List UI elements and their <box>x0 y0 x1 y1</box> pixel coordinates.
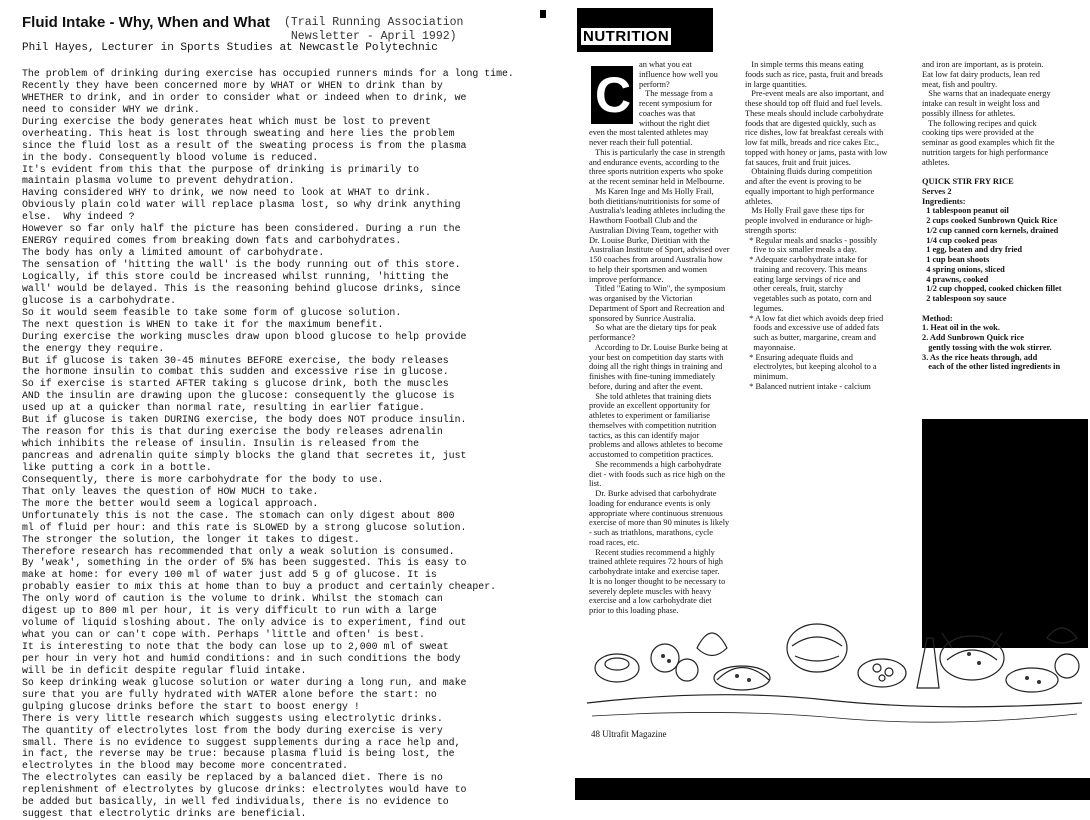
text-line: fat sauces, fruit and fruit juices. <box>745 157 851 167</box>
text-line: 1 tablespoon peanut oil <box>922 206 1009 216</box>
text-line: your best on competition day starts with <box>589 352 724 362</box>
text-line: * Ensuring adequate fluids and <box>745 352 853 362</box>
text-line: and after the event is proving to be <box>745 177 862 186</box>
text-line: Department of Sport and Recreation and <box>589 303 725 313</box>
text-line: - such as triathlons, marathons, cycle <box>589 528 713 537</box>
text-line: The body has only a limited amount of carbohydrate. <box>22 247 325 259</box>
text-line: themselves with competition nutrition <box>589 420 717 430</box>
text-line: ml of fluid per hour: and this rate is SLOWED by a strong glucose solution. <box>22 521 467 533</box>
text-line: 4 prawns, cooked <box>922 274 989 284</box>
article-title: Fluid Intake - Why, When and What <box>22 14 271 31</box>
text-line: digest up to 800 ml per hour, it is very difficult to run with a large <box>22 605 437 617</box>
text-line: tactics, as this can identify major <box>589 430 700 440</box>
text-line: 1/2 cup canned corn kernels, drained <box>922 225 1059 235</box>
text-line: equally important to high performance <box>745 186 875 196</box>
bottom-bar <box>575 778 1090 800</box>
text-line: diet - with foods such as rice high on the <box>589 469 726 479</box>
text-line: The quantity of electrolytes lost from the body during exercise is very <box>22 724 443 736</box>
text-line: Ms Karen Inge and Ms Holly Frail, <box>589 186 714 196</box>
text-line: sponsored by Sunrice Australia. <box>589 313 696 323</box>
drop-cap <box>591 66 633 124</box>
text-line: But if glucose is taken 30-45 minutes BEFORE exercise, the body releases <box>22 354 449 366</box>
text-line: athletes to experiment or familiarise <box>589 411 710 420</box>
text-line: overheating. This heat is lost through sweating and here lies the problem <box>22 127 455 139</box>
text-line: probably easier to mix this at home than to buy a product and certainly cheaper. <box>22 581 497 593</box>
text-line: was organised by the Victorian <box>589 294 693 303</box>
text-line: Australian Diving Team, together with <box>589 225 719 235</box>
text-line: five to six smaller meals a day. <box>745 245 857 255</box>
text-line: in the body. Consequently blood volume is reduced. <box>22 151 319 163</box>
text-line: The following recipes and quick <box>922 118 1037 128</box>
text-line: * Balanced nutrient intake - calcium <box>745 381 871 391</box>
text-line: make at home: for every 100 ml of water just add 5 g of glucose. It is <box>22 569 437 581</box>
source-line-2: Newsletter - April 1992) <box>284 30 457 43</box>
text-line: minimum. <box>745 372 789 381</box>
text-line: Ms Holly Frail gave these tips for <box>745 206 865 216</box>
text-line: gently tossing with the wok stirrer. <box>922 342 1052 352</box>
text-line: There is very little research which suggests using electrolytic drinks. <box>22 712 443 724</box>
text-line: Obtaining fluids during competition <box>745 167 873 177</box>
text-line: 1 cup bean shoots <box>922 255 990 264</box>
text-line: So if exercise is started AFTER taking s glucose drink, both the muscles <box>22 378 449 390</box>
text-line: According to Dr. Louise Burke being at <box>589 342 728 352</box>
text-line: QUICK STIR FRY RICE <box>922 177 1014 186</box>
text-line: foods and excessive use of added fats <box>745 323 879 333</box>
text-line: such as butter, margarine, cream and <box>745 333 876 342</box>
text-line: By 'weak', something in the order of 5% has been suggested. This is easy to <box>22 557 467 569</box>
text-line: problems and allows athletes to become <box>589 440 723 450</box>
text-line: Dr. Burke advised that carbohydrate <box>589 489 717 498</box>
text-line: Ingredients: <box>922 196 966 206</box>
text-line: But if glucose is taken DURING exercise, the body does NOT produce insulin. <box>22 414 467 426</box>
column-1 <box>589 60 736 616</box>
text-line: loading for endurance events is only <box>589 498 711 508</box>
text-line: list. <box>589 479 602 489</box>
text-line: WHETHER to drink, and in order to consider what or indeed when to drink, we <box>22 91 467 103</box>
scan-mark <box>540 10 546 18</box>
text-line: performance? <box>589 333 636 342</box>
text-line: what you can or can't cope with. Perhaps 'little and often' is best. <box>22 629 425 641</box>
text-line: During exercise the body generates heat which must be lost to prevent <box>22 115 431 127</box>
text-line: in large quantities. <box>745 79 807 89</box>
text-line: road races, etc. <box>589 537 640 547</box>
text-line: will be in deficit despite regular fluid intake. <box>22 664 307 676</box>
text-line: AND the insulin are drawing upon the glucose: consequently the glucose is <box>22 390 455 402</box>
text-line <box>922 167 1090 177</box>
text-line: nutrition targets for high performance <box>922 147 1049 157</box>
text-line: possibly illness for athletes. <box>922 108 1016 118</box>
text-line: provide an excellent opportunity for <box>589 401 710 411</box>
text-line: replenishment of electrolytes by glucose drinks: electrolytes would have to <box>22 784 467 796</box>
text-line: 1/4 cup cooked peas <box>922 235 998 245</box>
text-line: suggest that electrolytic drinks are beneficial. <box>22 808 307 820</box>
text-line: carbohydrate intake and exercise taper. <box>589 567 720 576</box>
text-line: 150 coaches from around Australia how <box>589 255 723 264</box>
right-page <box>575 0 1090 800</box>
text-line: 2 cups cooked Sunbrown Quick Rice <box>922 216 1058 225</box>
text-line: exercise of more than 90 minutes is likely <box>589 518 730 528</box>
text-line: volume of liquid sloshing about. The only advice is to experiment, find out <box>22 617 467 629</box>
text-line: * Adequate carbohydrate intake for <box>745 255 868 264</box>
text-line: Australia's leading athletes including the <box>589 206 725 216</box>
text-line: people involved in endurance or high- <box>745 216 873 225</box>
text-line: This is particularly the case in strength <box>589 147 725 157</box>
text-line: even the most talented athletes may <box>589 128 709 138</box>
text-line: That only leaves the question of HOW MUCH to take. <box>22 485 319 497</box>
food-illustration <box>577 608 1088 728</box>
text-line: without the right diet <box>639 118 710 128</box>
text-line: She told athletes that training diets <box>589 391 712 401</box>
text-line: and endurance events, according to the <box>589 157 720 167</box>
text-line: cooking tips were provided at the <box>922 128 1034 138</box>
text-line: Hawthorn Football Club and the <box>589 216 698 225</box>
text-line: Eat low fat dairy products, lean red <box>922 69 1040 79</box>
text-line: wall' would be delayed. This is the reasoning behind glucose drinks, since <box>22 282 461 294</box>
text-line: 1 egg, beaten and dry fried <box>922 245 1023 255</box>
text-line: small. There is no evidence to suggest supplements during a race help and, <box>22 736 461 748</box>
text-line: The problem of drinking during exercise has occupied runners minds for a long time. <box>22 68 514 79</box>
text-line: appropriate where continuous strenuous <box>589 508 723 518</box>
drop-cap-letter: C <box>594 67 632 123</box>
text-line: since the fluid lost as a result of the sweating process is from the plasma <box>22 139 467 151</box>
text-line: be added but basically, in well fed individuals, there is no evidence to <box>22 796 449 808</box>
text-line: Method: <box>922 313 953 323</box>
text-line: finishes with fine-tuning immediately <box>589 372 716 381</box>
article-body <box>22 68 537 820</box>
text-line: gulping glucose drinks before the start to boost energy ! <box>22 700 360 712</box>
text-line: the energy they require. <box>22 342 165 354</box>
text-line: athletes. <box>922 157 950 167</box>
text-line: else. Why indeed ? <box>22 211 135 223</box>
text-line: foods that are digested quickly, such as <box>745 118 876 128</box>
text-line: glucose is a carbohydrate. <box>22 294 177 306</box>
text-line: She warns that an inadequate energy <box>922 89 1051 99</box>
text-line: Pre-event meals are also important, and <box>745 89 884 99</box>
text-line <box>922 304 1090 314</box>
text-line: to help their sportsmen and women <box>589 264 707 274</box>
text-line: other cereals, fruit, starchy <box>745 284 843 294</box>
text-line: influence how well you <box>639 69 718 79</box>
text-line: at the recent seminar held in Melbourne. <box>589 177 725 186</box>
text-line: electrolytes in the blood may become more concentrated. <box>22 760 348 772</box>
text-line: The message from a <box>639 89 713 99</box>
text-line: before, during and after the event. <box>589 381 703 391</box>
text-line: Serves 2 <box>922 186 952 196</box>
text-line: the hormone insulin to combat this sudden and excessive rise in glucose. <box>22 366 449 378</box>
text-line: Consequently, there is more carbohydrate for the body to use. <box>22 473 384 485</box>
text-line: She recommends a high carbohydrate <box>589 459 722 469</box>
column-3 <box>922 60 1090 372</box>
text-line: Dr. Louise Burke, Dietitian with the <box>589 235 710 245</box>
text-line: recent symposium for <box>639 99 713 108</box>
text-line: accustomed to competition practices. <box>589 450 714 459</box>
text-line: meat, fish and poultry. <box>922 79 998 89</box>
text-line: 3. As the rice heats through, add <box>922 352 1038 362</box>
text-line: seminar as good examples which fit the <box>922 138 1055 147</box>
text-line: used up at a quicker than normal rate, resulting in earlier fatigue. <box>22 402 425 414</box>
text-line: The more the better would seem a logical approach. <box>22 497 319 509</box>
text-line: So what are the dietary tips for peak <box>589 323 717 333</box>
text-line: The stronger the solution, the longer it takes to digest. <box>22 533 360 545</box>
text-line: which inhibits the release of insulin. Insulin is released from the <box>22 438 420 450</box>
text-line: topped with honey or jams, pasta with low <box>745 147 888 157</box>
text-line: So it would seem feasible to take some form of glucose solution. <box>22 306 402 318</box>
text-line: need to consider WHY we drink. <box>22 103 200 115</box>
text-line: doing all the right things in training and <box>589 362 723 372</box>
text-line: improve performance. <box>589 274 664 284</box>
text-line: strength sports: <box>745 225 797 235</box>
text-line: prior to this loading phase. <box>589 606 679 615</box>
text-line: these should top off fluid and fuel levels. <box>745 99 883 108</box>
text-line: It is no longer thought to be necessary to <box>589 576 726 586</box>
text-line: sure that you are fully hydrated with WATER alone before the start: no <box>22 688 437 700</box>
text-line: The sensation of 'hitting the wall' is the body running out of this store. <box>22 259 461 270</box>
text-line: * A low fat diet which avoids deep fried <box>745 313 884 323</box>
text-line: perform? <box>639 79 670 89</box>
text-line: maintain plasma volume to prevent dehydration. <box>22 175 295 187</box>
text-line: These meals should include carbohydrate <box>745 108 884 118</box>
text-line: It's evident from this that the purpose of drinking is primarily to <box>22 163 420 175</box>
text-line: trained athlete requires 72 hours of high <box>589 557 723 567</box>
text-line: However so far only half the picture has been considered. During a run the <box>22 223 461 235</box>
text-line: The only word of caution is the volume to drink. Whilst the stomach can <box>22 593 443 605</box>
text-line: 1/2 cup chopped, cooked chicken fillet <box>922 284 1062 294</box>
text-line: both dietitians/nutritionists for some of <box>589 196 720 206</box>
text-line: Obviously plain cold water will replace plasma lost, so why drink anything <box>22 199 461 211</box>
text-line: 1. Heat oil in the wok. <box>922 323 1000 333</box>
text-line: pancreas and adrenalin quite simply blocks the gland that secretes it, just <box>22 450 467 461</box>
article-author: Phil Hayes, Lecturer in Sports Studies at Newcastle Polytechnic <box>22 42 438 54</box>
text-line: 2. Add Sunbrown Quick rice <box>922 333 1024 342</box>
text-line: The next question is WHEN to take it for the maximum benefit. <box>22 318 384 330</box>
source-line-1: (Trail Running Association <box>284 16 464 29</box>
text-line: athletes. <box>745 196 773 206</box>
text-line: three sports nutrition experts who spoke <box>589 167 724 177</box>
text-line: Having considered WHY to drink, we now need to look at WHAT to drink. <box>22 187 431 199</box>
text-line: training and recovery. This means <box>745 264 867 274</box>
text-line: During exercise the working muscles draw upon blood glucose to help provide <box>22 330 467 342</box>
text-line: vegetables such as potato, corn and <box>745 294 872 303</box>
text-line: Unfortunately this is not the case. The stomach can only digest about 800 <box>22 509 455 521</box>
text-line: and iron are important, as is protein. <box>922 60 1044 69</box>
text-line: Logically, if this store could be increased whilst running, 'hitting the <box>22 270 449 282</box>
text-line: never reach their full potential. <box>589 138 693 147</box>
text-line: Recent studies recommend a highly <box>589 547 715 557</box>
page-footer: 48 Ultrafit Magazine <box>591 729 667 739</box>
text-line: each of the other listed ingredients in <box>922 362 1061 372</box>
column-2 <box>745 60 911 392</box>
text-line: like putting a cork in a bottle. <box>22 461 212 473</box>
text-line: coaches was that <box>639 108 696 118</box>
section-title: NUTRITION <box>583 28 670 45</box>
text-line: So keep drinking weak glucose solution or water during a long run, and make <box>22 676 467 688</box>
text-line: foods such as rice, pasta, fruit and breads <box>745 69 883 79</box>
text-line: rice dishes, low fat breakfast cereals with <box>745 128 884 138</box>
text-line: Therefore research has recommended that only a weak solution is consumed. <box>22 545 455 557</box>
page-gutter <box>545 0 575 800</box>
text-line: ENERGY required comes from breaking down fats and carbohydrates. <box>22 235 402 247</box>
text-line: Australian Institute of Sport, advised over <box>589 245 730 255</box>
text-line: low fat milk, breads and rice cakes Etc., <box>745 138 879 147</box>
text-line: * Regular meals and snacks - possibly <box>745 235 878 245</box>
text-line: in fact, the reverse may be true: because plasma fluid is being lost, the <box>22 748 455 760</box>
text-line: Titled "Eating to Win", the symposium <box>589 284 726 294</box>
text-line: legumes. <box>745 303 784 313</box>
text-line: intake can result in weight loss and <box>922 99 1040 108</box>
text-line: per hour in very hot and humid conditions: and in such conditions the body <box>22 652 461 664</box>
text-line: The reason for this is that during exercise the body releases adrenalin <box>22 426 443 438</box>
text-line: electrolytes, but keeping alcohol to a <box>745 362 877 372</box>
text-line: The electrolytes can easily be replaced by a balanced diet. There is no <box>22 772 443 784</box>
text-line: It is interesting to note that the body can lose up to 2,000 ml of sweat <box>22 641 449 652</box>
text-line: eating large servings of rice and <box>745 274 861 284</box>
text-line: Recently they have been concerned more by WHAT or WHEN to drink than by <box>22 79 443 91</box>
text-line: 4 spring onions, sliced <box>922 264 1005 274</box>
text-line: In simple terms this means eating <box>745 60 864 69</box>
text-line: mayonnaise. <box>745 342 796 352</box>
text-line: severely deplete muscles with heavy <box>589 586 712 596</box>
text-line: 2 tablespoon soy sauce <box>922 294 1007 303</box>
article-source <box>284 16 463 44</box>
text-line: exercise and a low carbohydrate diet <box>589 596 712 606</box>
text-line: an what you eat <box>639 60 692 69</box>
